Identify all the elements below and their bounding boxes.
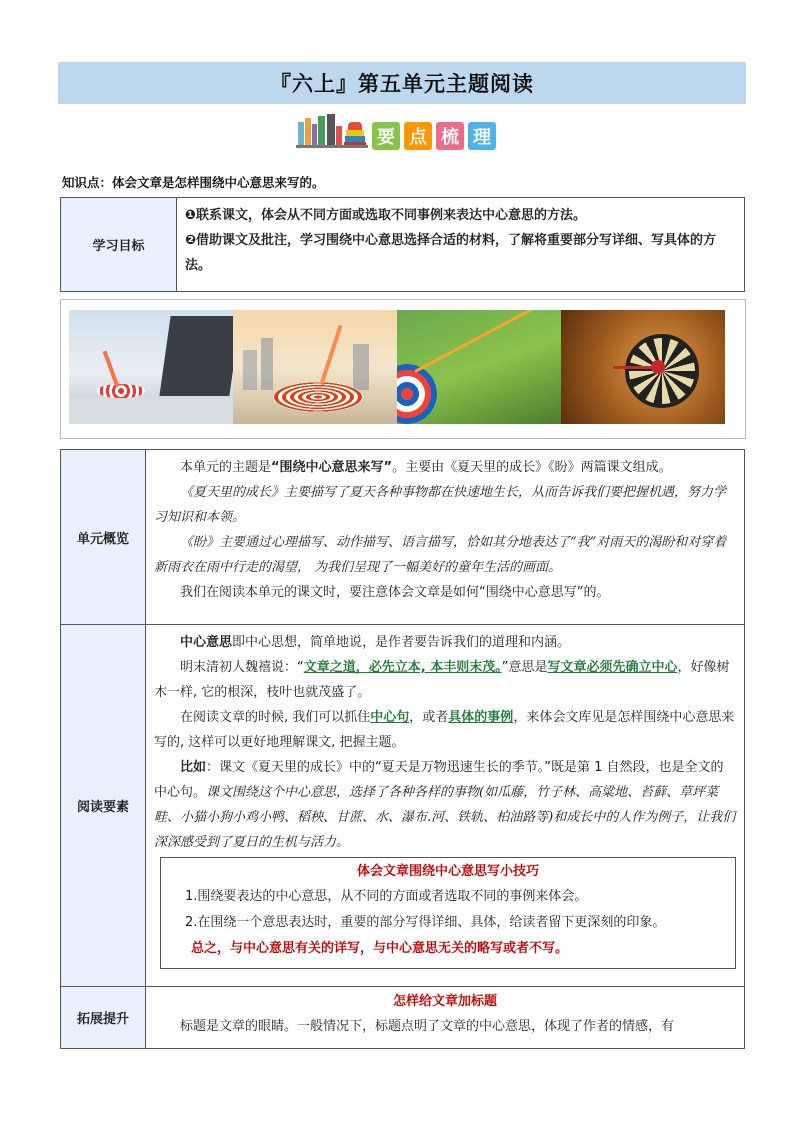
dartboard-image — [561, 310, 725, 424]
extension-content — [146, 987, 745, 1049]
badge-char-2: 点 — [404, 122, 432, 150]
section-badge — [296, 112, 496, 150]
goal-item: ❷借助课文及批注，学习围绕中心意思选择合适的材料，了解将重要部分写详细、写具体的方法。 — [185, 233, 717, 273]
goal-item: ❶联系课文，体会从不同方面或选取不同事例来表达中心意思的方法。 — [185, 208, 587, 223]
arrow-target-image — [397, 310, 561, 424]
illustration-strip — [60, 299, 746, 439]
badge-char-1: 要 — [372, 122, 400, 150]
extension-label: 拓展提升 — [61, 987, 146, 1049]
tips-title: 体会文章围绕中心意思写小技巧 — [356, 864, 539, 879]
overview-content: 本单元的主题是“围绕中心意思来写”。主要由《夏天里的成长》《盼》两篇课文组成。 《夏天里的成长》主要描写了夏天各种事物都在快速地生长，从而告诉我们要把握机遇，努力学习知识和本领。 《盼》主要通过心理描写、动作描写、语言描写，恰如其分地表达了“我”对雨天的渴盼和对穿着新雨衣在雨中行走的渴望， 为我们呈现了一幅美好的童年生活的画面。 我们在阅读本单元的课文时，要注意体会文章是如何“围绕中心意思写”的。 — [146, 450, 745, 625]
reading-content: 中心意思即中心思想，简单地说，是作者要告诉我们的道理和内涵。 明末清初人魏禧说：“文章之道，必先立本, 本丰则末茂。”意思是写文章必须先确立中心，好像树木一样, 它的根深，枝叶也就茂盛了。 在阅读文章的时候, 我们可以抓住中心句，或者具体的事例，来体会文库见是怎样围绕中心意思来写的, 这样可以更好地理解课文, 把握主题。 比如：课文《夏天里的成长》中的“夏天是万物迅速生长的季节。”既是第 1 自然段，也是全文的中心句。课文围绕这个中心意思，选择了各种各样的事物(如瓜藤，竹子林、高粱地、苔藓、草坪菜畦、小猫小狗小鸡小鸭、稻秧、甘蔗、水、瀑布.河、铁轨、柏油路等)和成长中的人作为例子，让我们深深感受到了夏日的生机与活力。 体会文章围绕中心意思写小技巧 1.围绕要表达的中心意思，从不同的方面或者选取不同的事例来体会。 2.在围绕一个意思表达时，重要的部分写得详细、具体，给读者留下更深刻的印象。 总之，与中心意思有关的详写，与中心意思无关的略写或者不写。 — [146, 625, 745, 987]
tip-item: 2.在围绕一个意思表达时，重要的部分写得详细、具体，给读者留下更深刻的印象。 — [185, 915, 666, 930]
page-title: 『六上』第五单元主题阅读 — [270, 72, 534, 96]
tips-box — [160, 857, 736, 969]
badge-char-4: 理 — [468, 122, 496, 150]
goals-table — [60, 197, 745, 292]
goals-label: 学习目标 — [61, 198, 177, 292]
extension-text: 标题是文章的眼睛。一般情况下，标题点明了文章的中心意思，体现了作者的情感，有 — [180, 1019, 675, 1034]
books-icon — [296, 114, 368, 150]
overview-label: 单元概览 — [61, 450, 146, 625]
main-table — [60, 449, 745, 1049]
extension-title: 怎样给文章加标题 — [392, 994, 497, 1009]
tips-summary: 总之，与中心意思有关的详写，与中心意思无关的略写或者不写。 — [191, 941, 569, 956]
city-target-image — [233, 310, 397, 424]
tip-item: 1.围绕要表达的中心意思，从不同的方面或者选取不同的事例来体会。 — [185, 889, 588, 904]
knowledge-point: 知识点：体会文章是怎样围绕中心意思来写的。 — [62, 175, 325, 190]
goals-content — [177, 198, 745, 292]
target-laptop-image — [69, 310, 233, 424]
page-title-bar — [58, 62, 746, 104]
badge-char-3: 梳 — [436, 122, 464, 150]
reading-label: 阅读要素 — [61, 625, 146, 987]
